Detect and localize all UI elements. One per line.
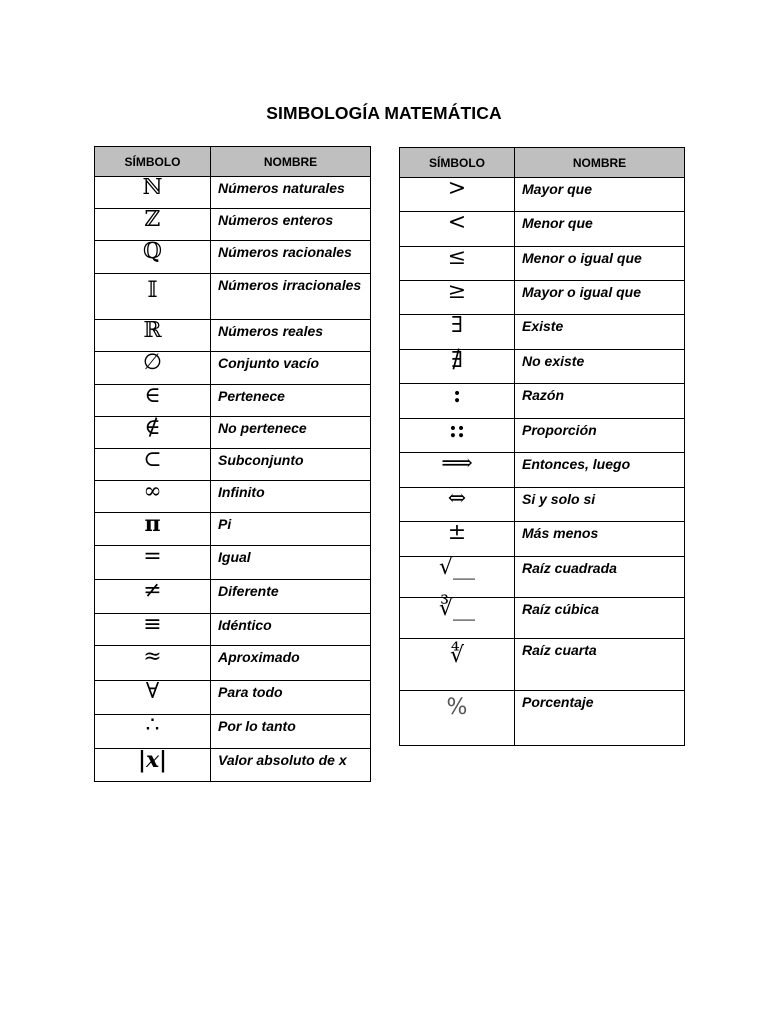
symbol-fourth-root: ∜: [400, 639, 515, 691]
symbol-greater-than: >: [400, 178, 515, 212]
symbol-subset: ⊂: [95, 449, 211, 481]
header-name: NOMBRE: [515, 148, 685, 178]
name-infinity: Infinito: [211, 481, 371, 513]
symbol-element-of: ∈: [95, 385, 211, 417]
symbol-rationals: ℚ: [95, 241, 211, 274]
name-greater-than: Mayor que: [515, 178, 685, 212]
symbol-irrationals: 𝕀: [95, 274, 211, 320]
name-not-equal: Diferente: [211, 580, 371, 614]
symbol-less-than: <: [400, 212, 515, 247]
name-irrationals: Números irracionales: [211, 274, 371, 320]
symbol-identical: ≡: [95, 614, 211, 646]
symbol-implies: ⟹: [400, 453, 515, 488]
name-square-root: Raíz cuadrada: [515, 557, 685, 598]
name-not-element-of: No pertenece: [211, 417, 371, 449]
name-element-of: Pertenece: [211, 385, 371, 417]
symbol-plus-minus: ±: [400, 522, 515, 557]
symbol-natural-numbers: ℕ: [95, 177, 211, 209]
name-iff: Si y solo si: [515, 488, 685, 522]
symbol-less-or-equal: ≤: [400, 247, 515, 281]
name-rationals: Números racionales: [211, 241, 371, 274]
name-subset: Subconjunto: [211, 449, 371, 481]
name-integers: Números enteros: [211, 209, 371, 241]
symbol-square-root: √__: [400, 557, 515, 598]
symbol-absolute-value: |x|: [95, 749, 211, 782]
name-equal: Igual: [211, 546, 371, 580]
name-fourth-root: Raíz cuarta: [515, 639, 685, 691]
symbol-greater-or-equal: ≥: [400, 281, 515, 315]
symbols-table-right: [399, 147, 685, 746]
name-ratio: Razón: [515, 384, 685, 419]
symbols-table-left: [94, 146, 371, 782]
name-reals: Números reales: [211, 320, 371, 352]
symbol-reals: ℝ: [95, 320, 211, 352]
name-for-all: Para todo: [211, 681, 371, 715]
symbol-integers: ℤ: [95, 209, 211, 241]
symbol-percentage: %: [400, 691, 515, 746]
name-implies: Entonces, luego: [515, 453, 685, 488]
name-cube-root: Raíz cúbica: [515, 598, 685, 639]
symbol-approximately: ≈: [95, 646, 211, 681]
name-percentage: Porcentaje: [515, 691, 685, 746]
name-identical: Idéntico: [211, 614, 371, 646]
name-less-or-equal: Menor o igual que: [515, 247, 685, 281]
symbol-equal: =: [95, 546, 211, 580]
page-title: SIMBOLOGÍA MATEMÁTICA: [266, 103, 502, 123]
symbol-pi: π: [95, 513, 211, 546]
name-less-than: Menor que: [515, 212, 685, 247]
symbol-not-exists: ∄: [400, 350, 515, 384]
symbol-for-all: ∀: [95, 681, 211, 715]
symbol-not-element-of: ∉: [95, 417, 211, 449]
name-proportion: Proporción: [515, 419, 685, 453]
symbol-proportion: ::: [400, 419, 515, 453]
header-symbol: SÍMBOLO: [95, 147, 211, 177]
symbol-exists: ∃: [400, 315, 515, 350]
name-natural-numbers: Números naturales: [211, 177, 371, 209]
name-exists: Existe: [515, 315, 685, 350]
name-greater-or-equal: Mayor o igual que: [515, 281, 685, 315]
symbol-therefore: ∴: [95, 715, 211, 749]
name-absolute-value: Valor absoluto de x: [211, 749, 371, 782]
symbol-cube-root: ∛__: [400, 598, 515, 639]
name-empty-set: Conjunto vacío: [211, 352, 371, 385]
name-pi: Pi: [211, 513, 371, 546]
symbol-infinity: ∞: [95, 481, 211, 513]
symbol-empty-set: ∅: [95, 352, 211, 385]
name-approximately: Aproximado: [211, 646, 371, 681]
symbol-not-equal: ≠: [95, 580, 211, 614]
name-therefore: Por lo tanto: [211, 715, 371, 749]
header-symbol: SÍMBOLO: [400, 148, 515, 178]
symbol-iff: ⇔: [400, 488, 515, 522]
name-not-exists: No existe: [515, 350, 685, 384]
header-name: NOMBRE: [211, 147, 371, 177]
name-plus-minus: Más menos: [515, 522, 685, 557]
symbol-ratio: :: [400, 384, 515, 419]
